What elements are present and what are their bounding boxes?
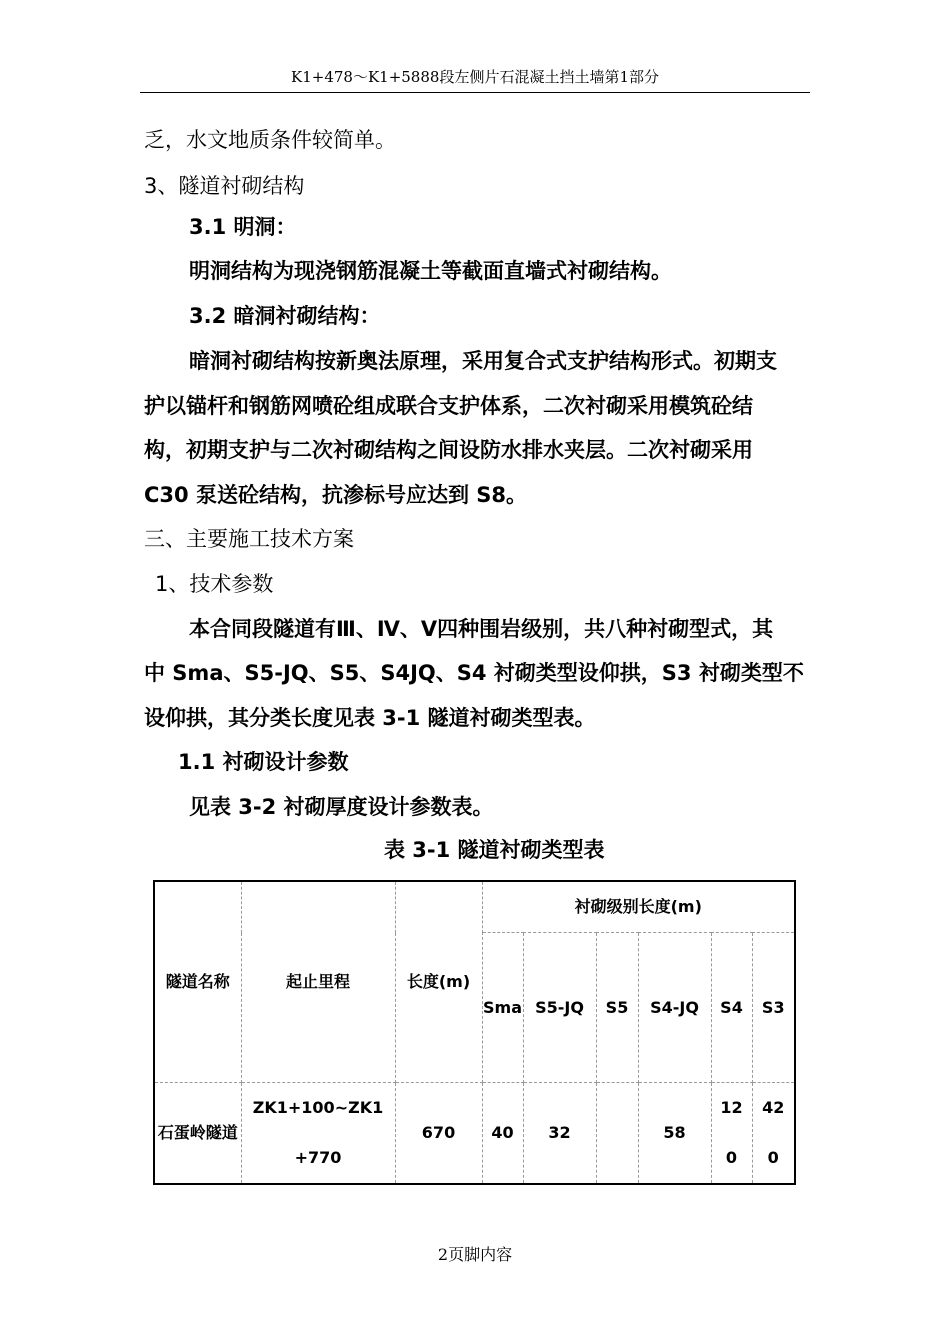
section-heading: 3、隧道衬砌结构 xyxy=(144,174,305,198)
page-header: K1+478～K1+5888段左侧片石混凝土挡土墙第1部分 xyxy=(140,66,810,93)
header-cell-name: 隧道名称 xyxy=(154,881,241,1083)
page-footer: 2页脚内容 xyxy=(437,1245,513,1264)
paragraph-text: C30 泵送砼结构，抗渗标号应达到 S8。 xyxy=(144,483,527,507)
cell-s4: 120 xyxy=(711,1083,752,1185)
paragraph-text: 乏，水文地质条件较简单。 xyxy=(144,128,396,152)
subsection-heading: 3.1 明洞： xyxy=(189,215,297,239)
table-caption: 表 3-1 隧道衬砌类型表 xyxy=(384,838,605,862)
paragraph-text: 构，初期支护与二次衬砌结构之间设防水排水夹层。二次衬砌采用 xyxy=(144,438,753,462)
header-cell-s4: S4 xyxy=(711,933,752,1083)
header-cell-s4jq: S4-JQ xyxy=(638,933,711,1083)
cell-mileage: ZK1+100~ZK1+770 xyxy=(241,1083,395,1185)
cell-s4jq: 58 xyxy=(638,1083,711,1185)
section-heading: 三、主要施工技术方案 xyxy=(144,527,354,551)
header-cell-group: 衬砌级别长度(m) xyxy=(482,881,795,933)
subsection-heading: 1.1 衬砌设计参数 xyxy=(178,750,349,774)
header-cell-s5: S5 xyxy=(596,933,638,1083)
header-cell-s5jq: S5-JQ xyxy=(523,933,596,1083)
paragraph-text: 明洞结构为现浇钢筋混凝土等截面直墙式衬砌结构。 xyxy=(189,259,672,283)
paragraph-text: 暗洞衬砌结构按新奥法原理，采用复合式支护结构形式。初期支 xyxy=(189,349,777,373)
header-cell-length: 长度(m) xyxy=(395,881,482,1083)
header-cell-sma: Sma xyxy=(482,933,523,1083)
cell-sma: 40 xyxy=(482,1083,523,1185)
cell-s5 xyxy=(596,1083,638,1185)
cell-name: 石蛋岭隧道 xyxy=(154,1083,241,1185)
paragraph-text: 中 Sma、S5-JQ、S5、S4JQ、S4 衬砌类型设仰拱，S3 衬砌类型不 xyxy=(144,661,804,685)
paragraph-text: 本合同段隧道有Ⅲ、Ⅳ、Ⅴ四种围岩级别，共八种衬砌型式，其 xyxy=(189,617,774,641)
table-row xyxy=(154,1083,795,1185)
paragraph-text: 设仰拱，其分类长度见表 3-1 隧道衬砌类型表。 xyxy=(144,706,596,730)
header-cell-mileage: 起止里程 xyxy=(241,881,395,1083)
cell-s3: 420 xyxy=(752,1083,795,1185)
subsection-heading: 1、技术参数 xyxy=(155,572,274,596)
cell-length: 670 xyxy=(395,1083,482,1185)
cell-s5jq: 32 xyxy=(523,1083,596,1185)
paragraph-text: 护以锚杆和钢筋网喷砼组成联合支护体系，二次衬砌采用模筑砼结 xyxy=(144,394,753,418)
subsection-heading: 3.2 暗洞衬砌结构： xyxy=(189,304,381,328)
header-cell-s3: S3 xyxy=(752,933,795,1083)
paragraph-text: 见表 3-2 衬砌厚度设计参数表。 xyxy=(189,795,494,819)
lining-type-table xyxy=(153,880,796,1185)
